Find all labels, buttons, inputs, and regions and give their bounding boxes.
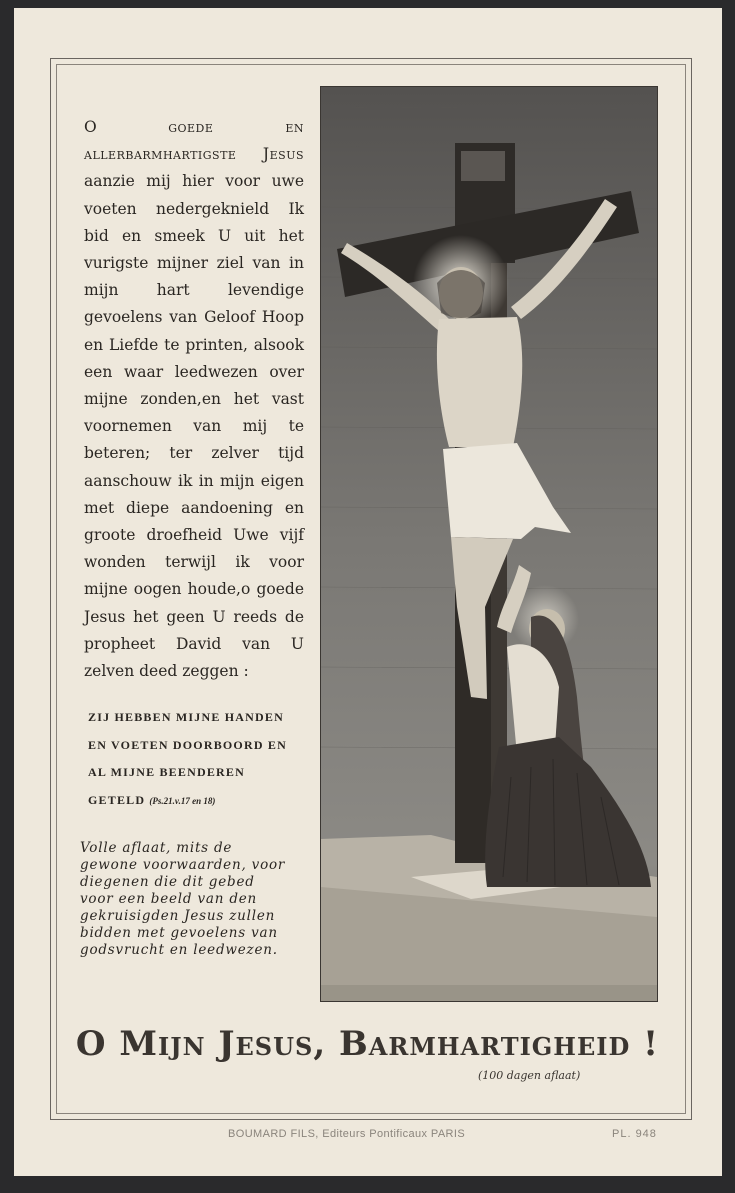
- christ-torso: [437, 317, 522, 447]
- prayer-lead: O: [84, 118, 97, 136]
- psalm-text: ZIJ HEBBEN MIJNE HANDEN EN VOETEN DOORBOORD EN AL MIJNE BEENDEREN GETELD: [88, 710, 287, 807]
- engraving-illustration: [321, 87, 657, 1001]
- crucifixion-engraving: [320, 86, 658, 1002]
- psalm-reference: (Ps.21.v.17 en 18): [149, 795, 216, 806]
- publisher-line: BOUMARD FILS, Editeurs Pontificaux PARIS: [228, 1128, 466, 1140]
- prayer-body: aanzie mij hier voor uwe voeten nedergeknield Ik bid en smeek U uit het vurigste mijner ziel van in mijn hart levendige gevoelens van Geloof Hoop en Liefde te printen, alsook een waar leedwezen over mijne zonden,en het vast voornemen van mij te beteren; ter zelver tijd aanschouw ik in mijn eigen met diepe aandoening en groote droefheid Uwe vijf wonden terwijl ik voor mijne oogen houde,o goede Jesus het geen U reeds de propheet David van U zelven deed zeggen :: [84, 172, 304, 681]
- title: O Mijn Jesus, Barmhartigheid !: [75, 1024, 660, 1064]
- indulgence-note: Volle aflaat, mits de gewone voorwaarden, voor diegenen die dit gebed voor een beeld van den gekruisigden Jesus zullen bidden met gevoelens van godsvrucht en leedwezen.: [80, 840, 286, 958]
- prayer-text: [84, 114, 304, 685]
- bottom-band: [321, 985, 657, 1001]
- christ-hair: [437, 270, 485, 318]
- plate-number: PL. 948: [612, 1128, 657, 1140]
- prayer-lead-caps: goede en allerbarmhartigste Jesus: [84, 118, 304, 164]
- title-note: (100 dagen aflaat): [478, 1069, 581, 1082]
- psalm-quote: [88, 704, 298, 815]
- titulus: [461, 151, 505, 181]
